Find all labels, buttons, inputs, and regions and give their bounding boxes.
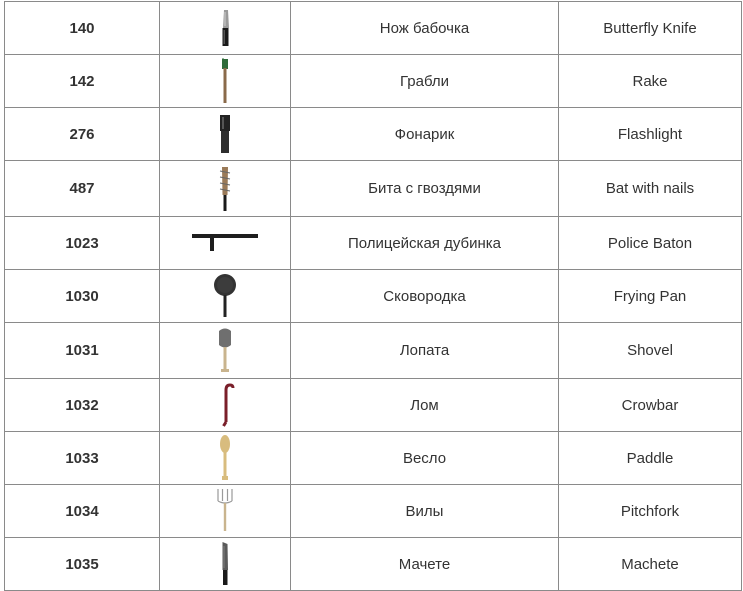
item-id: 142 <box>5 55 160 108</box>
item-id: 487 <box>5 161 160 217</box>
name-en: Frying Pan <box>559 270 742 323</box>
table-row <box>5 323 742 379</box>
flashlight-icon <box>160 108 291 161</box>
table-row <box>5 108 742 161</box>
item-id: 1031 <box>5 323 160 379</box>
name-en: Bat with nails <box>559 161 742 217</box>
name-ru: Сковородка <box>291 270 559 323</box>
name-ru: Мачете <box>291 538 559 591</box>
name-en: Flashlight <box>559 108 742 161</box>
name-en: Butterfly Knife <box>559 2 742 55</box>
name-ru: Фонарик <box>291 108 559 161</box>
table-row <box>5 432 742 485</box>
name-en: Rake <box>559 55 742 108</box>
name-ru: Нож бабочка <box>291 2 559 55</box>
name-en: Paddle <box>559 432 742 485</box>
item-id: 1030 <box>5 270 160 323</box>
name-en: Crowbar <box>559 379 742 432</box>
item-id: 140 <box>5 2 160 55</box>
name-ru: Весло <box>291 432 559 485</box>
item-id: 1032 <box>5 379 160 432</box>
police-baton-icon <box>160 217 291 270</box>
table-row <box>5 538 742 591</box>
table-row <box>5 2 742 55</box>
rake-icon <box>160 55 291 108</box>
item-id: 1035 <box>5 538 160 591</box>
name-ru: Полицейская дубинка <box>291 217 559 270</box>
bat-with-nails-icon <box>160 161 291 217</box>
name-ru: Бита с гвоздями <box>291 161 559 217</box>
crowbar-icon <box>160 379 291 432</box>
paddle-icon <box>160 432 291 485</box>
butterfly-knife-icon <box>160 2 291 55</box>
item-id: 276 <box>5 108 160 161</box>
name-ru: Лом <box>291 379 559 432</box>
item-id: 1034 <box>5 485 160 538</box>
table-row <box>5 161 742 217</box>
item-id: 1023 <box>5 217 160 270</box>
name-ru: Вилы <box>291 485 559 538</box>
table-row <box>5 379 742 432</box>
machete-icon <box>160 538 291 591</box>
table-row <box>5 55 742 108</box>
name-en: Police Baton <box>559 217 742 270</box>
item-id: 1033 <box>5 432 160 485</box>
shovel-icon <box>160 323 291 379</box>
items-table <box>4 1 742 591</box>
name-en: Pitchfork <box>559 485 742 538</box>
name-en: Shovel <box>559 323 742 379</box>
table-row <box>5 485 742 538</box>
name-ru: Лопата <box>291 323 559 379</box>
frying-pan-icon <box>160 270 291 323</box>
table-row <box>5 270 742 323</box>
name-ru: Грабли <box>291 55 559 108</box>
name-en: Machete <box>559 538 742 591</box>
table-row <box>5 217 742 270</box>
pitchfork-icon <box>160 485 291 538</box>
